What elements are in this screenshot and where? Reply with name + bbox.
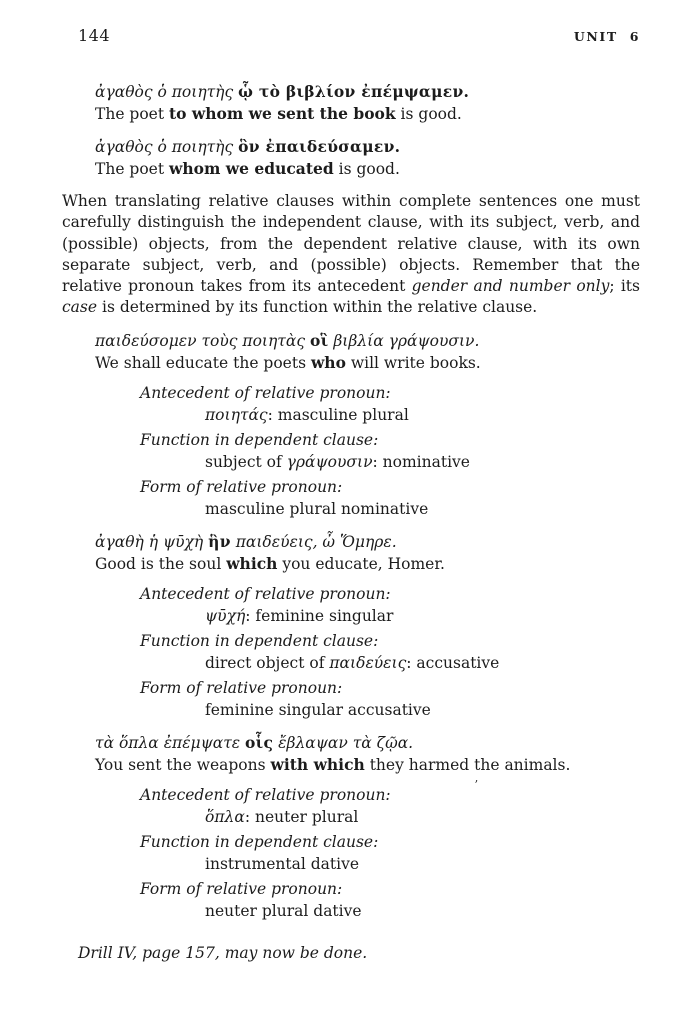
analysis-item-function: [140, 831, 640, 875]
english-bold-relative-pronoun: with which: [270, 754, 365, 774]
value-greek-text: γράψουσιν: [286, 452, 373, 471]
greek-text: βιβλία γράψουσιν.: [328, 331, 480, 350]
english-text: The poet: [95, 105, 170, 123]
greek-sentence: [95, 531, 640, 553]
analysis-value: [140, 605, 640, 627]
english-translation: [95, 103, 640, 125]
greek-sentence: [95, 136, 640, 158]
english-text: you educate, Homer.: [277, 554, 445, 573]
english-bold-relative-pronoun: which: [226, 553, 278, 573]
value-text: : feminine singular: [245, 606, 394, 625]
page-number: 144: [78, 26, 111, 45]
analysis-item-antecedent: [140, 382, 640, 426]
analysis-list: [140, 583, 640, 721]
analysis-value: [140, 652, 640, 674]
paragraph-text: When translating relative clauses within complete sentences one must carefully distinguish the independent clause, with its subject, verb, and (possible) objects, from the dependent relative clause, with its own separate subject, verb, and (possible) objects. Remember that the relative pronoun takes from its antecedent: [62, 192, 640, 296]
analysis-item-form: [140, 476, 640, 520]
explanatory-paragraph: [62, 191, 640, 319]
example-sentence: [95, 330, 640, 374]
analysis-item-antecedent: [140, 583, 640, 627]
value-greek-text: παιδεύεις: [329, 653, 407, 672]
example-sentence: [95, 531, 640, 575]
greek-sentence: [95, 330, 640, 352]
value-text: : accusative: [406, 653, 500, 672]
english-text: Good is the soul: [95, 554, 227, 573]
value-text: instrumental dative: [205, 854, 360, 873]
analysis-label: Form of relative pronoun:: [140, 678, 343, 697]
value-text: : masculine plural: [267, 405, 409, 424]
value-text: masculine plural nominative: [205, 499, 429, 518]
value-text: : neuter plural: [244, 807, 359, 826]
greek-text: ἀγαθὴ ἡ ψῡχὴ: [95, 532, 209, 551]
greek-sentence: [95, 732, 640, 754]
running-head: [62, 26, 640, 45]
analysis-item-function: [140, 429, 640, 473]
analysis-label: Function in dependent clause:: [140, 832, 379, 851]
greek-bold-relative-pronoun: οἳ: [309, 330, 329, 350]
value-text: : nominative: [372, 452, 470, 471]
value-text: subject of: [205, 452, 287, 471]
english-text: The poet: [95, 160, 170, 178]
greek-bold-relative-clause: ὃν ἐπαιδεύσαμεν.: [238, 137, 401, 156]
english-bold-relative-clause: whom we educated: [169, 159, 334, 178]
value-greek-text: ὅπλα: [205, 807, 245, 826]
greek-text: παιδεύσομεν τοὺς ποιητὰς: [95, 331, 310, 350]
analysis-item-function: [140, 630, 640, 674]
value-text: neuter plural dative: [205, 901, 362, 920]
greek-text: ἔβλαψαν τὰ ζῷα.: [273, 733, 414, 752]
english-translation: [95, 352, 640, 374]
analysis-item-antecedent: [140, 784, 640, 828]
analysis-label: Form of relative pronoun:: [140, 477, 343, 496]
greek-text: ἀγαθὸς ὁ ποιητὴς: [95, 138, 239, 156]
value-greek-text: ψῡχή: [205, 606, 246, 625]
english-text: they harmed the animals.: [364, 755, 571, 774]
greek-sentence: [95, 81, 640, 103]
english-translation: [95, 553, 640, 575]
analysis-label: Function in dependent clause:: [140, 430, 379, 449]
analysis-label: Form of relative pronoun:: [140, 879, 343, 898]
analysis-value: [140, 404, 640, 426]
english-translation: [95, 158, 640, 180]
english-text: will write books.: [345, 353, 481, 372]
unit-label: UNIT 6: [573, 29, 640, 44]
paragraph-emphasis: case: [62, 298, 98, 317]
greek-bold-relative-pronoun: ἣν: [208, 531, 231, 551]
english-text: We shall educate the poets: [95, 353, 311, 372]
analysis-value: [140, 451, 640, 473]
example-sentence: [95, 732, 640, 776]
value-greek-text: ποιητάς: [205, 405, 268, 424]
worked-example-2: [62, 531, 640, 721]
analysis-label: Antecedent of relative pronoun:: [140, 785, 391, 804]
analysis-value: [140, 900, 640, 922]
english-text: is good.: [395, 105, 462, 123]
greek-bold-relative-clause: ᾧ τὸ βιβλίον ἐπέμψαμεν.: [238, 82, 470, 101]
analysis-item-form: [140, 677, 640, 721]
analysis-value: [140, 806, 640, 828]
analysis-value: [140, 853, 640, 875]
greek-text: ἀγαθὸς ὁ ποιητὴς: [95, 83, 239, 101]
analysis-value: [140, 699, 640, 721]
analysis-list: [140, 784, 640, 922]
analysis-label: Antecedent of relative pronoun:: [140, 383, 391, 402]
paragraph-emphasis: gender and number only: [411, 277, 610, 296]
value-text: direct object of: [205, 653, 330, 672]
paragraph-text: ; its: [609, 277, 640, 296]
intro-examples: [62, 81, 640, 180]
intro-example-2: [95, 136, 640, 180]
greek-bold-relative-pronoun: οἷς: [245, 732, 274, 752]
analysis-item-form: [140, 878, 640, 922]
worked-example-3: [62, 732, 640, 922]
analysis-value: [140, 498, 640, 520]
english-bold-relative-pronoun: who: [310, 352, 346, 372]
value-text: feminine singular accusative: [205, 700, 431, 719]
scan-artifact-mark: ʼ: [474, 778, 478, 792]
english-bold-relative-clause: to whom we sent the book: [169, 104, 396, 123]
greek-text: τὰ ὅπλα ἐπέμψατε: [95, 733, 246, 752]
analysis-label: Antecedent of relative pronoun:: [140, 584, 391, 603]
drill-note: Drill IV, page 157, may now be done.: [78, 943, 368, 962]
worked-example-1: [62, 330, 640, 520]
english-translation: [95, 754, 640, 776]
english-text: is good.: [333, 160, 400, 178]
analysis-label: Function in dependent clause:: [140, 631, 379, 650]
english-text: You sent the weapons: [95, 755, 271, 774]
greek-text: παιδεύεις, ὦ Ὅμηρε.: [230, 532, 397, 551]
analysis-list: [140, 382, 640, 520]
paragraph-text: is determined by its function within the relative clause.: [97, 298, 538, 317]
intro-example-1: [95, 81, 640, 125]
